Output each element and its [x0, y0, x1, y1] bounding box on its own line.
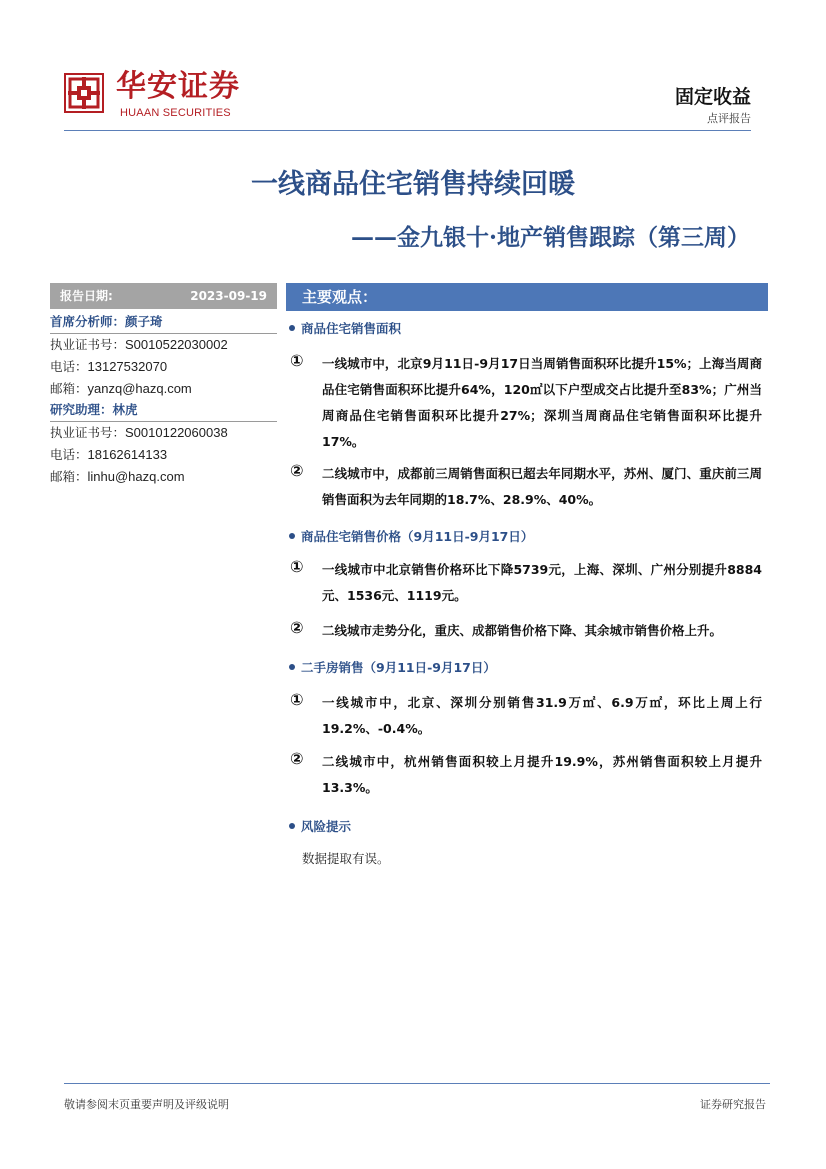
- bullet-icon: [289, 823, 295, 829]
- key-points-bar: [286, 283, 768, 311]
- logo-mark-icon: [64, 73, 104, 113]
- report-category: 固定收益: [674, 86, 751, 108]
- list-item: [290, 461, 760, 513]
- item-number: ①: [290, 351, 304, 370]
- list-item: [290, 749, 760, 801]
- bullet-icon: [289, 325, 295, 331]
- item-number: ①: [290, 557, 304, 576]
- report-date-label: 报告日期:: [60, 289, 113, 303]
- assistant-phone-label: 电话：: [50, 447, 88, 462]
- section-heading-text: 商品住宅销售价格（9月11日-9月17日）: [301, 529, 534, 544]
- item-number: ①: [290, 690, 304, 709]
- assistant-email: linhu@hazq.com: [87, 469, 185, 484]
- item-text: 一线城市中，北京9月11日-9月17日当周销售面积环比提升15%；上海当周商品住宅销售面积环比提升64%，120㎡以下户型成交占比提升至83%；广州当周商品住宅销售面积环比提升27%；深圳当周商品住宅销售面积环比提升17%。: [322, 356, 762, 449]
- analyst-phone: 13127532070: [87, 359, 168, 374]
- section-heading: [289, 319, 401, 337]
- item-text: 二线城市中，成都前三周销售面积已超去年同期水平，苏州、厦门、重庆前三周销售面积为去年同期的18.7%、28.9%、40%。: [322, 466, 762, 507]
- assistant-phone: 18162614133: [87, 447, 168, 462]
- report-type: 点评报告: [707, 112, 751, 125]
- section-heading: [289, 817, 351, 835]
- assistant-cert-label: 执业证书号：: [50, 425, 126, 440]
- section-heading-text: 风险提示: [301, 819, 352, 834]
- analyst-email: yanzq@hazq.com: [87, 381, 192, 396]
- item-text: 一线城市中，北京、深圳分别销售31.9万㎡、6.9万㎡，环比上周上行19.2%、-0.4%。: [322, 695, 762, 736]
- assistant-email-label: 邮箱：: [50, 469, 88, 484]
- logo-chinese-text: 华安证券: [116, 69, 240, 104]
- key-points-title: 主要观点：: [302, 288, 378, 306]
- logo-english-text: HUAAN SECURITIES: [120, 107, 231, 119]
- page-subtitle: ——金九银十·地产销售跟踪（第三周）: [350, 224, 750, 251]
- section-heading: [289, 527, 533, 545]
- list-item: [290, 557, 760, 609]
- item-text: 一线城市中北京销售价格环比下降5739元，上海、深圳、广州分别提升8884元、1536元、1119元。: [322, 562, 762, 603]
- item-number: ②: [290, 618, 304, 637]
- analyst-email-label: 邮箱：: [50, 381, 88, 396]
- bullet-icon: [289, 533, 295, 539]
- header-divider: [64, 130, 751, 131]
- page-title: 一线商品住宅销售持续回暖: [251, 169, 575, 200]
- footer-divider: [64, 1083, 770, 1084]
- section-heading-text: 商品住宅销售面积: [301, 321, 402, 336]
- footer-disclaimer: 敬请参阅末页重要声明及评级说明: [64, 1098, 229, 1111]
- section-heading-text: 二手房销售（9月11日-9月17日）: [301, 660, 496, 675]
- list-item: [290, 690, 760, 742]
- risk-warning-text: 数据提取有误。: [302, 851, 390, 866]
- footer-report-label: 证券研究报告: [700, 1098, 766, 1111]
- item-text: 二线城市中，杭州销售面积较上月提升19.9%，苏州销售面积较上月提升13.3%。: [322, 754, 762, 795]
- list-item: [290, 351, 760, 455]
- analyst-info: [50, 311, 277, 400]
- analyst-phone-label: 电话：: [50, 359, 88, 374]
- bullet-icon: [289, 664, 295, 670]
- item-number: ②: [290, 461, 304, 480]
- assistant-role: 研究助理：林虎: [50, 399, 277, 422]
- list-item: [290, 618, 760, 644]
- assistant-cert: S0010122060038: [125, 425, 228, 440]
- report-date-value: 2023-09-19: [190, 289, 267, 303]
- assistant-info: [50, 399, 277, 488]
- report-date-bar: [50, 283, 277, 309]
- item-text: 二线城市走势分化，重庆、成都销售价格下降、其余城市销售价格上升。: [322, 623, 723, 638]
- analyst-cert-label: 执业证书号：: [50, 337, 126, 352]
- analyst-role: 首席分析师：颜子琦: [50, 311, 277, 334]
- analyst-cert: S0010522030002: [125, 337, 228, 352]
- section-heading: [289, 658, 496, 676]
- item-number: ②: [290, 749, 304, 768]
